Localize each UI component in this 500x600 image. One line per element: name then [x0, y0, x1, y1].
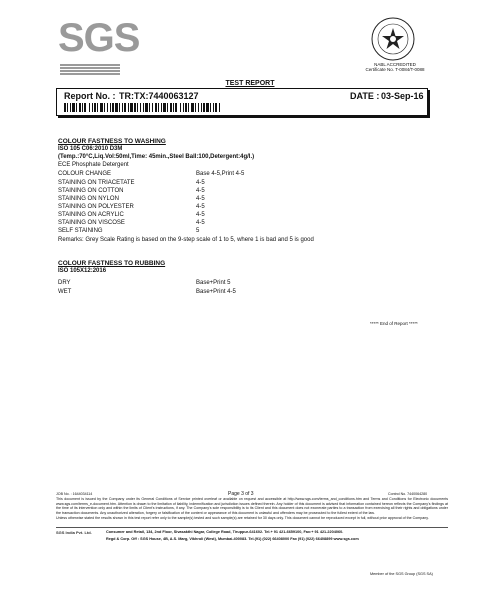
barcode-bar — [206, 103, 209, 112]
report-number-label: Report No. : — [64, 91, 116, 101]
barcode-bar — [210, 103, 211, 112]
barcode-bar — [110, 103, 111, 112]
barcode-bar — [149, 103, 150, 112]
barcode-bar — [67, 103, 68, 112]
disclaimer-retention: Unless otherwise stated the results shown in this test report refer only to the sample(s) tested and such sample(s) are retained for 30 days only. This document cannot be reproduced except in full, without prior approval of the Company. — [56, 516, 429, 520]
barcode-bar — [143, 103, 144, 112]
result-value: 5 — [196, 228, 200, 234]
barcode-bar — [155, 103, 157, 112]
barcode-bar — [134, 103, 136, 112]
barcode-bar — [185, 103, 187, 112]
logo-stripe — [60, 70, 120, 72]
report-title: TEST REPORT — [225, 80, 275, 87]
barcode-bar — [64, 103, 66, 112]
washing-section-title: COLOUR FASTNESS TO WASHING — [58, 138, 166, 145]
result-row — [58, 171, 438, 179]
barcode-bar — [163, 103, 166, 112]
disclaimer: This document is issued by the Company under its General Conditions of Service printed overleaf or available on request and accessible at http://www.sgs.com/terms_and_conditions.htm and Terms and Conditions for Electronic documents www.sgs.com/terms_e-document.htm. Attention is drawn to the limitation of liability, indemnification and jurisdiction issues defined therein. Any holder of this document is advised that information contained hereon reflects the Company's findings at the time of its intervention only and within the limits of Client's instructions, if any. The Company's sole responsibility is to its Client and this document does not exonerate parties to a transaction from exercising all their rights and obligations under the transaction documents. Any unauthorized alteration, forgery or falsification of the content or appearance of this document is unlawful and offenders may be prosecuted to the fullest extent of the law. — [56, 497, 448, 515]
barcode-bar — [219, 103, 220, 112]
result-label: STAINING ON ACRYLIC — [58, 212, 124, 218]
result-row — [58, 180, 438, 188]
barcode-bar — [89, 103, 90, 112]
sgs-logo — [58, 14, 140, 64]
barcode — [64, 103, 220, 112]
result-row — [58, 204, 438, 212]
logo-stripe — [60, 64, 120, 66]
barcode-bar — [97, 103, 98, 112]
barcode-bar — [130, 103, 133, 112]
washing-standard: ISO 105 C06:2010 D3M — [58, 146, 123, 152]
member-note: Member of the SGS Group (SGS SA) — [370, 572, 433, 576]
barcode-bar — [183, 103, 184, 112]
logo-stripe — [60, 67, 120, 69]
barcode-bar — [70, 103, 71, 112]
footer-divider — [56, 527, 448, 528]
end-of-report: ***** End of Report ***** — [370, 321, 418, 326]
barcode-bar — [72, 103, 75, 112]
barcode-bar — [173, 103, 174, 112]
barcode-bar — [175, 103, 177, 112]
result-value: Base+Print 5 — [196, 280, 231, 286]
barcode-bar — [213, 103, 214, 112]
barcode-bar — [201, 103, 202, 112]
consumer-address: Consumer and Retail, 134, 2nd Floor, Sivasakthi Nagar, College Road, Tiruppur-641602. Tel.+ 91 421-6659100, Fax:+ 91 421-2204060. — [106, 530, 344, 534]
barcode-bar — [198, 103, 199, 112]
date-label: DATE : — [350, 91, 380, 101]
barcode-bar — [140, 103, 141, 112]
result-label: STAINING ON NYLON — [58, 196, 119, 202]
barcode-bar — [152, 103, 153, 112]
result-value: 4-5 — [196, 212, 205, 218]
barcode-bar — [191, 103, 194, 112]
barcode-bar — [161, 103, 162, 112]
result-label: DRY — [58, 280, 71, 286]
certificate-number: Certificate No. T-0084/T-0088 — [365, 67, 425, 72]
nabl-seal-icon — [370, 16, 416, 62]
barcode-bar — [158, 103, 159, 112]
result-value: 4-5 — [196, 220, 205, 226]
barcode-bar — [115, 103, 118, 112]
washing-conditions: (Temp.:70°C,Liq.Vol:50ml,Time: 45min.,Steel Ball:100,Detergent:4g/l.) — [58, 154, 255, 160]
barcode-bar — [76, 103, 77, 112]
sgs-logo-text: SGS — [58, 16, 140, 60]
barcode-bar — [167, 103, 168, 112]
barcode-bar — [112, 103, 114, 112]
barcode-bar — [180, 103, 181, 112]
barcode-bar — [128, 103, 129, 112]
result-label: COLOUR CHANGE — [58, 171, 112, 177]
page-number: Page 3 of 3 — [228, 491, 254, 497]
control-number: Control No. 7440064280 — [388, 492, 428, 496]
barcode-bar — [100, 103, 103, 112]
barcode-bar — [122, 103, 123, 112]
barcode-bar — [215, 103, 217, 112]
result-value: 4-5 — [196, 180, 205, 186]
result-label: STAINING ON COTTON — [58, 188, 124, 194]
rubbing-standard: ISO 105X12:2016 — [58, 268, 107, 274]
barcode-bar — [203, 103, 205, 112]
result-row — [58, 280, 438, 288]
barcode-bar — [79, 103, 81, 112]
result-label: WET — [58, 289, 72, 295]
barcode-bar — [94, 103, 96, 112]
barcode-bar — [119, 103, 120, 112]
barcode-bar — [170, 103, 172, 112]
result-row — [58, 289, 438, 297]
accreditation-text: NABL ACCREDITED — [374, 62, 416, 67]
barcode-bar — [84, 103, 86, 112]
barcode-bar — [107, 103, 108, 112]
result-row — [58, 228, 438, 236]
barcode-bar — [92, 103, 93, 112]
result-value: Base 4-5,Print 4-5 — [196, 171, 245, 177]
logo-stripe — [60, 73, 120, 75]
barcode-bar — [137, 103, 138, 112]
report-date: 03-Sep-16 — [381, 91, 424, 101]
result-value: 4-5 — [196, 204, 205, 210]
result-value: Base+Print 4-5 — [196, 289, 236, 295]
barcode-bar — [124, 103, 126, 112]
job-number: JOB No. : 1644034114 — [56, 492, 93, 496]
result-row — [58, 196, 438, 204]
result-row — [58, 220, 438, 228]
result-label: SELF STAINING — [58, 228, 103, 234]
barcode-bar — [104, 103, 105, 112]
barcode-bar — [145, 103, 148, 112]
result-row — [58, 188, 438, 196]
result-label: STAINING ON POLYESTER — [58, 204, 134, 210]
result-label: STAINING ON TRIACETATE — [58, 180, 135, 186]
result-value: 4-5 — [196, 188, 205, 194]
barcode-bar — [188, 103, 189, 112]
result-row — [58, 212, 438, 220]
report-number: TR:TX:7440063127 — [119, 91, 199, 101]
detergent: ECE Phosphate Detergent — [58, 162, 129, 168]
rubbing-section-title: COLOUR FASTNESS TO RUBBING — [58, 260, 166, 267]
result-label: STAINING ON VISCOSE — [58, 220, 125, 226]
result-value: 4-5 — [196, 196, 205, 202]
barcode-bar — [82, 103, 83, 112]
remarks: Remarks: Grey Scale Rating is based on the 9-step scale of 1 to 5, where 1 is bad and 5 is good — [58, 237, 314, 243]
company-name: SGS India Pvt. Ltd. — [56, 530, 92, 535]
barcode-bar — [195, 103, 196, 112]
registered-address: Regd & Corp. Off : SGS House, 4B, A.S. Marg, Vikhroli (West), Mumbai-400083. Tel.(91) (022) 66408000 Fax (91) (022) 66408899 www.sgs.com — [106, 537, 359, 541]
